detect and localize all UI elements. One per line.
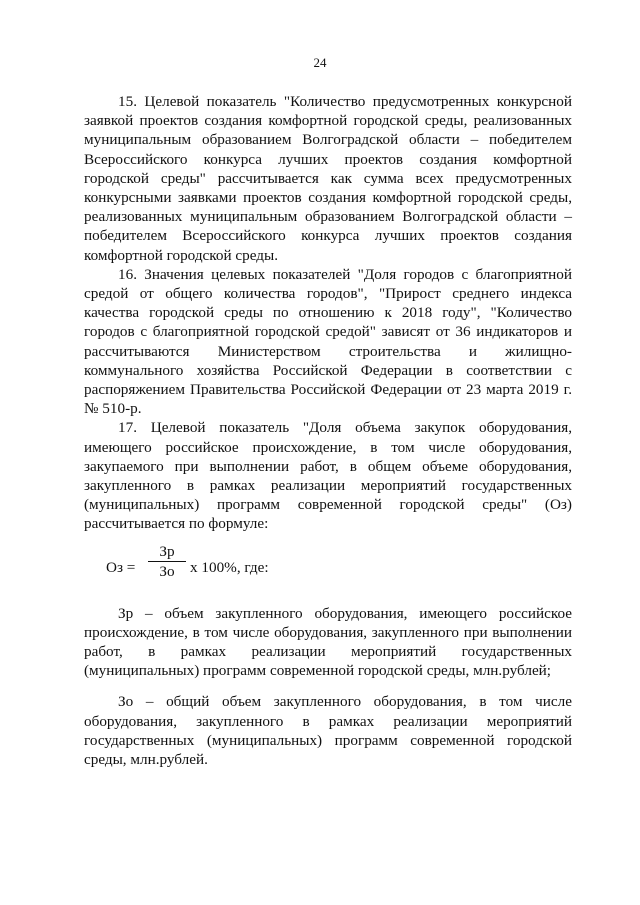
definition-zr: Зр – объем закупленного оборудования, имеющего российское происхождение, в том числе оборудования, закупленного при выполнении работ, в рамках реализации мероприятий государственных (муниципальных) программ современной городской среды, млн.рублей; (84, 604, 572, 680)
paragraph-15: 15. Целевой показатель "Количество предусмотренных конкурсной заявкой проектов создания комфортной городской среды, реализованных муниципальным образованием Волгоградской области – победителем Всероссийского конкурса лучших проектов создания комфортной городской среды" рассчитывается как сумма всех предусмотренных конкурсными заявками проектов создания комфортной городской среды, реализованных муниципальным образованием Волгоградской области – победителем Всероссийского конкурса лучших проектов создания комфортной городской среды. (84, 93, 572, 264)
paragraph-17: 17. Целевой показатель "Доля объема закупок оборудования, имеющего российское происхождение, в том числе оборудования, закупаемого при выполнении работ, в общем объеме оборудования, закупленного в рамках реализации мероприятий государственных (муниципальных) программ современной городской среды" (Оз) рассчитывается по формуле: (84, 419, 572, 533)
page-number: 24 (313, 55, 327, 70)
formula-denominator: Зо (159, 562, 175, 580)
formula-rhs: х 100%, где: (190, 558, 269, 576)
paragraph-16: 16. Значения целевых показателей "Доля городов с благоприятной средой от общего количества городов", "Прирост среднего индекса качества городской среды по отношению к 2018 году", "Количество городов с благоприятной городской средой" зависят от 36 индикаторов и рассчитываются Министерством строительства и жилищно-коммунального хозяйства Российской Федерации в соответствии с распоряжением Правительства Российской Федерации от 23 марта 2019 г. № 510-р. (84, 265, 572, 418)
formula-fraction (148, 542, 186, 581)
document-body (84, 92, 572, 781)
definition-zo: Зо – общий объем закупленного оборудования, в том числе оборудования, закупленного в рамках реализации мероприятий государственных (муниципальных) программ современной городской среды, млн.рублей. (84, 693, 572, 769)
formula (84, 542, 572, 594)
formula-numerator: Зр (148, 542, 186, 562)
formula-lhs: Оз = (106, 558, 136, 576)
